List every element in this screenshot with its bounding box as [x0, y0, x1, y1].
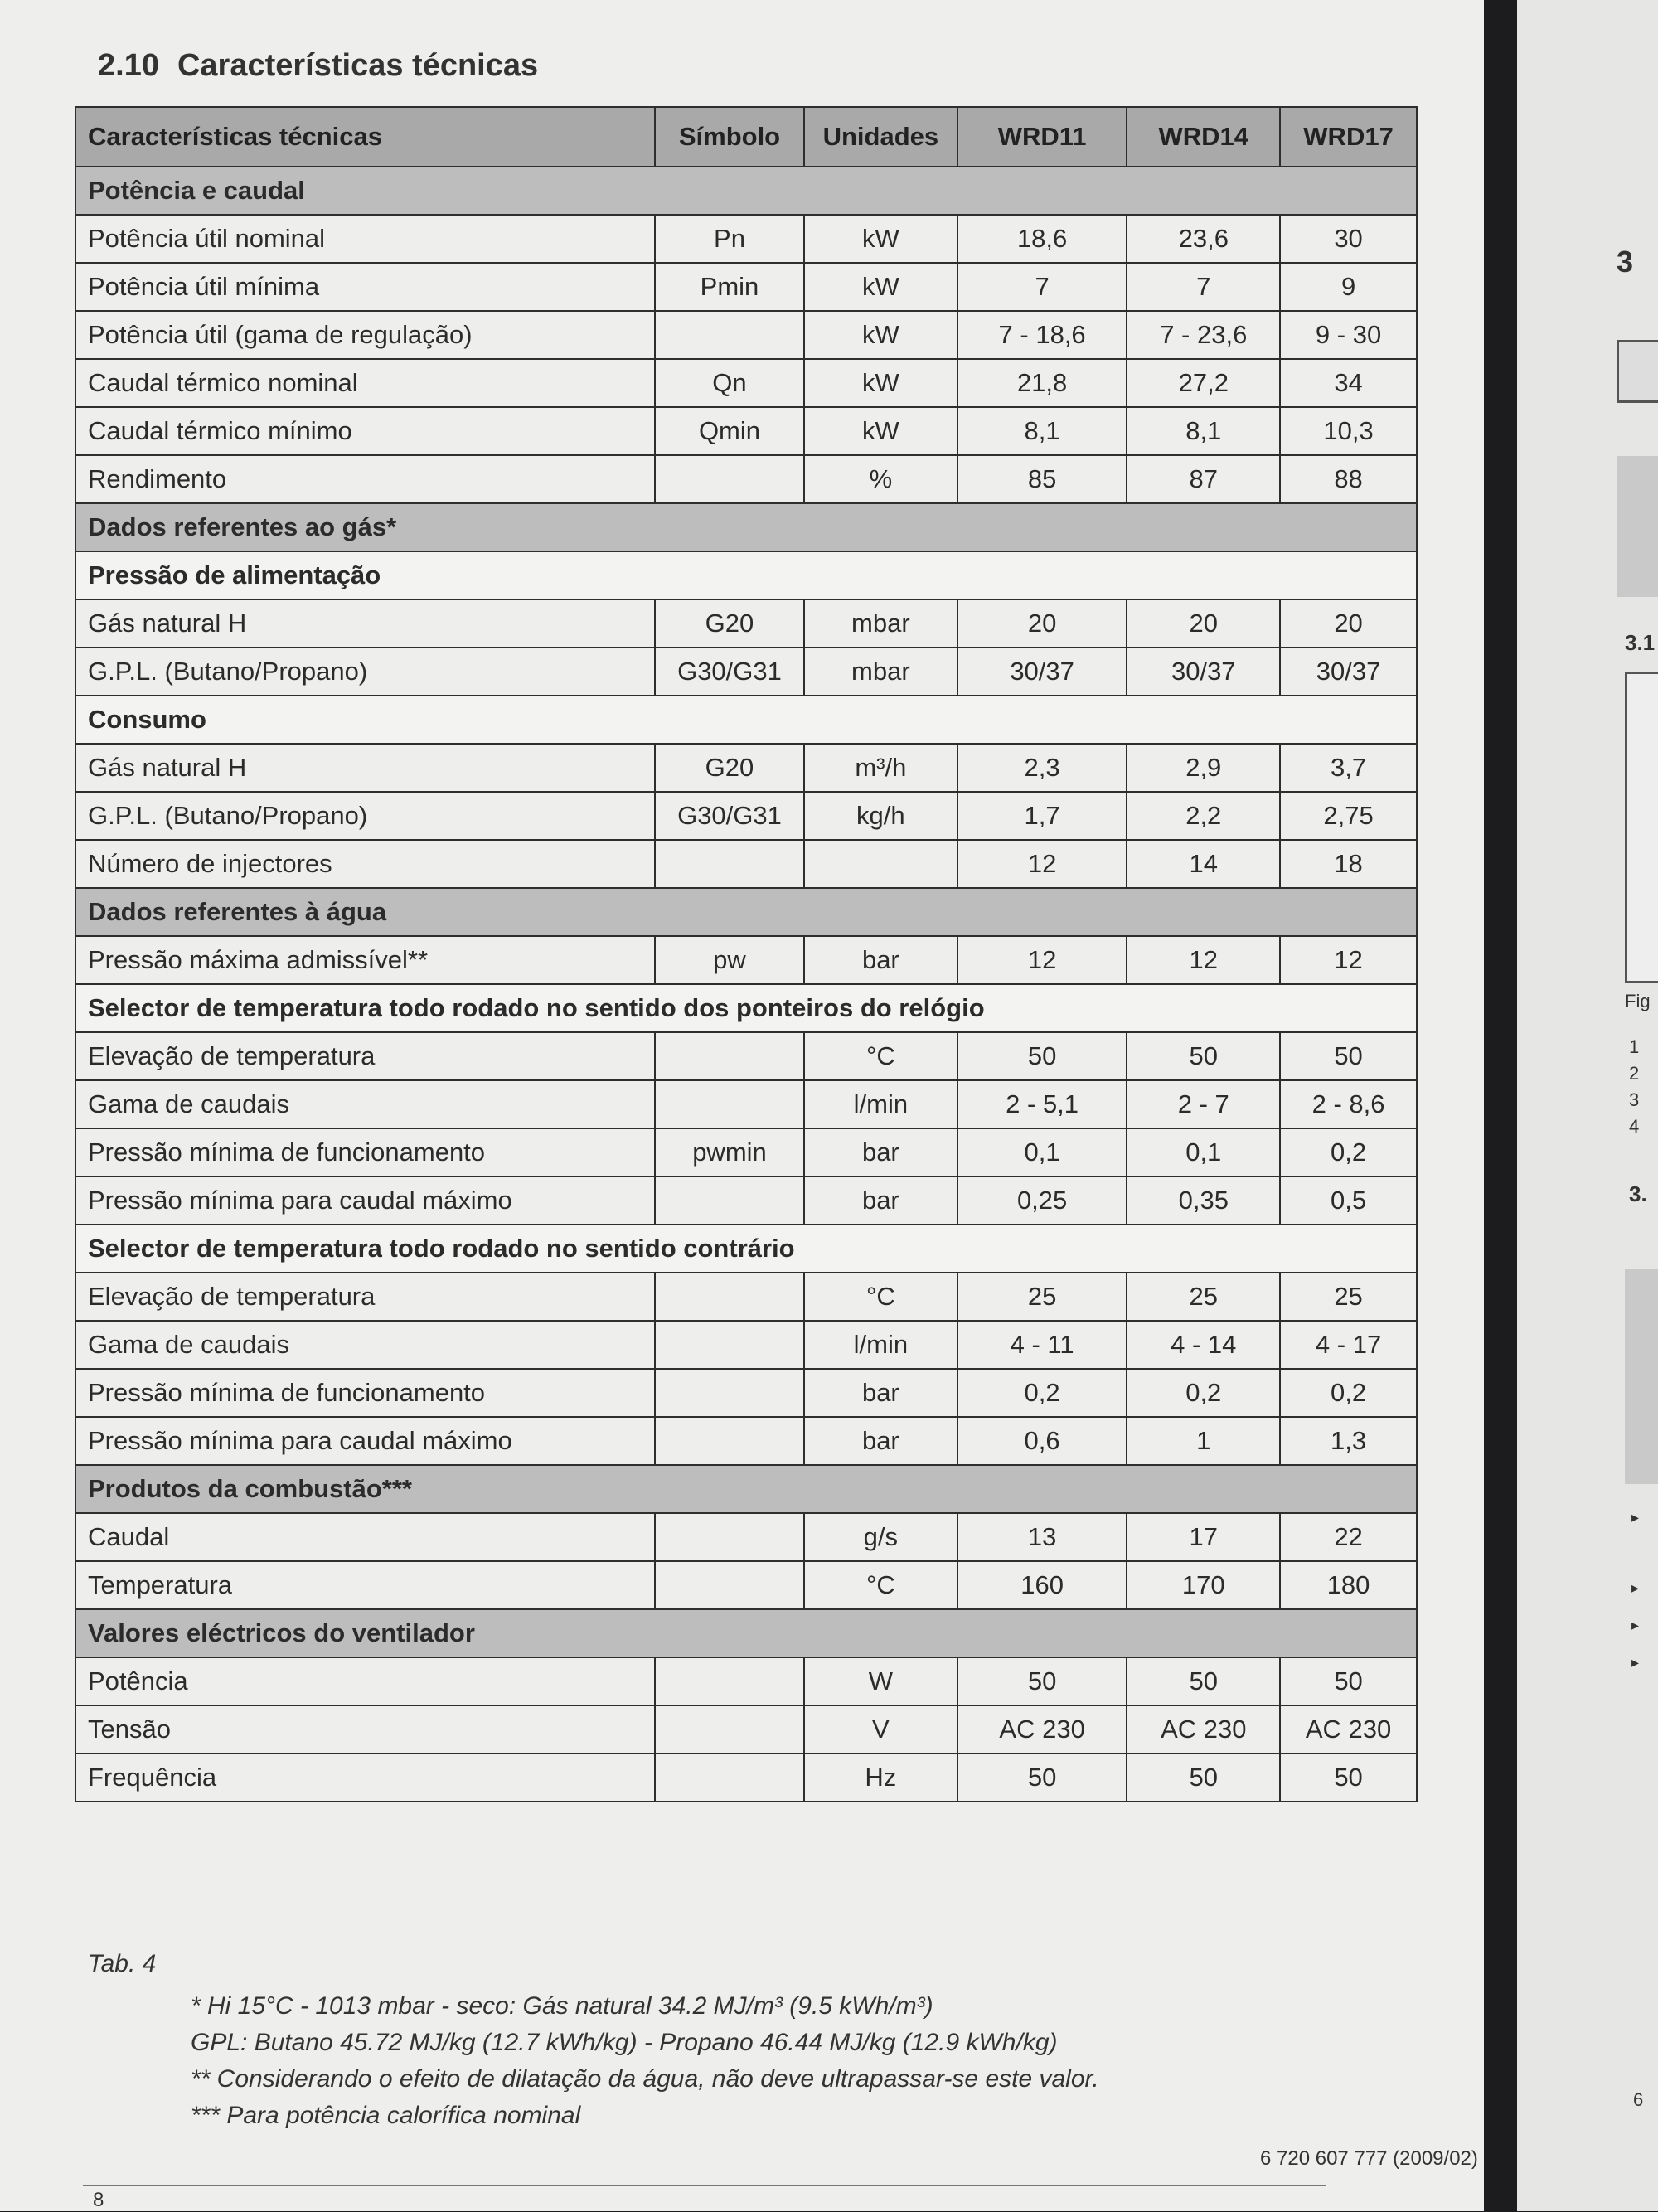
column-header: WRD11: [957, 107, 1127, 167]
table-cell: 27,2: [1127, 359, 1280, 407]
table-cell: 0,6: [957, 1417, 1127, 1465]
section-row: [75, 167, 1417, 215]
figure-item: 3: [1629, 1089, 1640, 1110]
table-cell: [655, 1513, 804, 1561]
table-cell: 22: [1280, 1513, 1417, 1561]
table-cell: Hz: [804, 1754, 957, 1802]
table-row: [75, 311, 1417, 359]
table-cell: 4 - 11: [957, 1321, 1127, 1369]
table-cell: 180: [1280, 1561, 1417, 1609]
section-row: [75, 1609, 1417, 1657]
table-cell: 12: [957, 840, 1127, 888]
info-icon: [1617, 340, 1658, 403]
table-cell: 0,5: [1280, 1176, 1417, 1225]
bullet-arrow-icon: ▸: [1631, 1617, 1640, 1633]
table-cell: l/min: [804, 1321, 957, 1369]
table-cell: 0,2: [1127, 1369, 1280, 1417]
technical-specs-table: [75, 106, 1418, 1802]
figure-item: 4: [1629, 1116, 1640, 1137]
subsection-row: [75, 984, 1417, 1032]
table-row: [75, 455, 1417, 503]
table-row: [75, 1128, 1417, 1176]
table-cell: [804, 840, 957, 888]
table-row: [75, 936, 1417, 984]
table-row: [75, 359, 1417, 407]
table-cell: 170: [1127, 1561, 1280, 1609]
column-header: WRD14: [1127, 107, 1280, 167]
table-row: [75, 1321, 1417, 1369]
table-row: [75, 1032, 1417, 1080]
table-row: [75, 407, 1417, 455]
table-cell: 20: [957, 599, 1127, 648]
table-row: [75, 215, 1417, 263]
table-cell: 50: [1280, 1754, 1417, 1802]
table-caption: Tab. 4: [88, 1950, 157, 1977]
table-cell: 85: [957, 455, 1127, 503]
table-cell: 30/37: [1280, 648, 1417, 696]
table-row: [75, 1657, 1417, 1705]
document-code: 6 720 607 777 (2009/02): [1260, 2147, 1478, 2170]
row-label: Potência: [75, 1657, 655, 1705]
row-label: Gás natural H: [75, 744, 655, 792]
table-cell: [655, 1032, 804, 1080]
row-label: Potência útil nominal: [75, 215, 655, 263]
table-row: [75, 648, 1417, 696]
row-label: Temperatura: [75, 1561, 655, 1609]
table-cell: 88: [1280, 455, 1417, 503]
table-cell: 10,3: [1280, 407, 1417, 455]
next-section-a: 3.1: [1625, 630, 1656, 655]
table-cell: 7 - 18,6: [957, 311, 1127, 359]
table-row: [75, 599, 1417, 648]
table-cell: W: [804, 1657, 957, 1705]
table-cell: °C: [804, 1032, 957, 1080]
table-cell: 7: [957, 263, 1127, 311]
table-cell: 2,9: [1127, 744, 1280, 792]
table-cell: 160: [957, 1561, 1127, 1609]
table-cell: AC 230: [1280, 1705, 1417, 1754]
table-cell: V: [804, 1705, 957, 1754]
table-cell: 50: [1127, 1657, 1280, 1705]
page-title: [98, 48, 538, 84]
row-label: Gama de caudais: [75, 1321, 655, 1369]
section-label: Valores eléctricos do ventilador: [75, 1609, 1417, 1657]
figure-label: Fig: [1625, 991, 1651, 1011]
table-row: [75, 1080, 1417, 1128]
table-cell: 0,2: [1280, 1369, 1417, 1417]
row-label: Caudal térmico mínimo: [75, 407, 655, 455]
table-cell: mbar: [804, 599, 957, 648]
table-cell: bar: [804, 1417, 957, 1465]
table-cell: 17: [1127, 1513, 1280, 1561]
row-label: Potência útil (gama de regulação): [75, 311, 655, 359]
table-cell: 0,25: [957, 1176, 1127, 1225]
table-cell: [655, 1321, 804, 1369]
table-cell: 30: [1280, 215, 1417, 263]
footnote: * Hi 15°C - 1013 mbar - seco: Gás natural 34.2 MJ/m³ (9.5 kWh/m³): [191, 1992, 933, 2020]
table-cell: 9 - 30: [1280, 311, 1417, 359]
table-cell: [655, 1705, 804, 1754]
table-cell: 0,1: [1127, 1128, 1280, 1176]
subsection-row: [75, 696, 1417, 744]
table-cell: 25: [1127, 1273, 1280, 1321]
table-cell: bar: [804, 1369, 957, 1417]
bullet-arrow-icon: ▸: [1631, 1509, 1640, 1526]
table-cell: g/s: [804, 1513, 957, 1561]
section-label: Selector de temperatura todo rodado no sentido contrário: [75, 1225, 1417, 1273]
table-cell: kW: [804, 215, 957, 263]
table-cell: 7: [1127, 263, 1280, 311]
table-cell: 50: [957, 1657, 1127, 1705]
next-page-number: 6: [1633, 2089, 1644, 2110]
table-cell: kg/h: [804, 792, 957, 840]
column-header: Características técnicas: [75, 107, 655, 167]
section-label: Selector de temperatura todo rodado no sentido dos ponteiros do relógio: [75, 984, 1417, 1032]
table-cell: 3,7: [1280, 744, 1417, 792]
section-row: [75, 1465, 1417, 1513]
table-cell: 21,8: [957, 359, 1127, 407]
section-number: 2.10: [98, 48, 159, 83]
table-cell: 18,6: [957, 215, 1127, 263]
row-label: Pressão mínima de funcionamento: [75, 1128, 655, 1176]
subsection-row: [75, 551, 1417, 599]
table-cell: 50: [957, 1032, 1127, 1080]
adjacent-page: [1517, 0, 1658, 2211]
subsection-row: [75, 1225, 1417, 1273]
table-row: [75, 1273, 1417, 1321]
column-header: WRD17: [1280, 107, 1417, 167]
row-label: Elevação de temperatura: [75, 1273, 655, 1321]
row-label: Caudal: [75, 1513, 655, 1561]
table-cell: [655, 1080, 804, 1128]
table-cell: [655, 455, 804, 503]
table-cell: kW: [804, 311, 957, 359]
table-cell: [655, 1561, 804, 1609]
table-cell: kW: [804, 359, 957, 407]
table-cell: bar: [804, 1176, 957, 1225]
table-cell: 0,1: [957, 1128, 1127, 1176]
table-row: [75, 263, 1417, 311]
table-cell: [655, 1657, 804, 1705]
table-cell: 12: [1280, 936, 1417, 984]
table-cell: 50: [1280, 1032, 1417, 1080]
table-cell: [655, 840, 804, 888]
table-cell: G20: [655, 599, 804, 648]
table-cell: °C: [804, 1273, 957, 1321]
table-header-row: [75, 107, 1417, 167]
table-cell: %: [804, 455, 957, 503]
table-cell: bar: [804, 936, 957, 984]
table-row: [75, 1705, 1417, 1754]
table-cell: 0,2: [1280, 1128, 1417, 1176]
row-label: Potência útil mínima: [75, 263, 655, 311]
table-cell: 87: [1127, 455, 1280, 503]
table-cell: [655, 1754, 804, 1802]
table-row: [75, 1754, 1417, 1802]
warning-box: [1625, 1269, 1658, 1484]
section-label: Pressão de alimentação: [75, 551, 1417, 599]
table-cell: 50: [1280, 1657, 1417, 1705]
table-cell: 2 - 5,1: [957, 1080, 1127, 1128]
row-label: Pressão máxima admissível**: [75, 936, 655, 984]
table-cell: 1,3: [1280, 1417, 1417, 1465]
table-row: [75, 744, 1417, 792]
table-row: [75, 792, 1417, 840]
table-cell: m³/h: [804, 744, 957, 792]
table-cell: bar: [804, 1128, 957, 1176]
table-cell: 2,3: [957, 744, 1127, 792]
table-cell: [655, 1176, 804, 1225]
section-label: Produtos da combustão***: [75, 1465, 1417, 1513]
row-label: Caudal térmico nominal: [75, 359, 655, 407]
table-cell: 34: [1280, 359, 1417, 407]
table-cell: G30/G31: [655, 792, 804, 840]
table-cell: 2 - 7: [1127, 1080, 1280, 1128]
column-header: Símbolo: [655, 107, 804, 167]
figure-item: 2: [1629, 1063, 1640, 1084]
table-cell: [655, 1417, 804, 1465]
table-row: [75, 1369, 1417, 1417]
footnotes: [191, 1988, 1099, 2134]
table-cell: 18: [1280, 840, 1417, 888]
table-cell: 23,6: [1127, 215, 1280, 263]
table-cell: 2 - 8,6: [1280, 1080, 1417, 1128]
section-label: Potência e caudal: [75, 167, 1417, 215]
table-row: [75, 1176, 1417, 1225]
row-label: Rendimento: [75, 455, 655, 503]
table-cell: 30/37: [957, 648, 1127, 696]
table-cell: 0,2: [957, 1369, 1127, 1417]
table-cell: Pn: [655, 215, 804, 263]
table-cell: G20: [655, 744, 804, 792]
table-cell: 1: [1127, 1417, 1280, 1465]
row-label: Pressão mínima para caudal máximo: [75, 1417, 655, 1465]
table-cell: [655, 1369, 804, 1417]
table-cell: AC 230: [1127, 1705, 1280, 1754]
page-number: 8: [93, 2189, 104, 2211]
bullet-arrow-icon: ▸: [1631, 1654, 1640, 1671]
table-cell: AC 230: [957, 1705, 1127, 1754]
table-cell: 20: [1127, 599, 1280, 648]
table-cell: [655, 1273, 804, 1321]
table-cell: l/min: [804, 1080, 957, 1128]
row-label: Elevação de temperatura: [75, 1032, 655, 1080]
table-cell: 8,1: [957, 407, 1127, 455]
next-chapter-number: 3: [1617, 245, 1634, 279]
table-cell: 4 - 14: [1127, 1321, 1280, 1369]
table-cell: 30/37: [1127, 648, 1280, 696]
footnote: *** Para potência calorífica nominal: [191, 2102, 581, 2129]
figure-item: 1: [1629, 1036, 1640, 1057]
table-row: [75, 840, 1417, 888]
table-row: [75, 1513, 1417, 1561]
table-cell: 1,7: [957, 792, 1127, 840]
table-cell: Qmin: [655, 407, 804, 455]
table-cell: 8,1: [1127, 407, 1280, 455]
column-header: Unidades: [804, 107, 957, 167]
table-cell: pwmin: [655, 1128, 804, 1176]
table-row: [75, 1417, 1417, 1465]
warning-box: [1617, 456, 1658, 597]
table-cell: 2,2: [1127, 792, 1280, 840]
row-label: Frequência: [75, 1754, 655, 1802]
table-cell: 50: [957, 1754, 1127, 1802]
table-cell: 13: [957, 1513, 1127, 1561]
row-label: Tensão: [75, 1705, 655, 1754]
row-label: G.P.L. (Butano/Propano): [75, 792, 655, 840]
table-cell: mbar: [804, 648, 957, 696]
table-cell: 20: [1280, 599, 1417, 648]
section-title: Características técnicas: [177, 48, 539, 83]
table-cell: 25: [957, 1273, 1127, 1321]
table-cell: pw: [655, 936, 804, 984]
table-cell: 4 - 17: [1280, 1321, 1417, 1369]
table-cell: kW: [804, 263, 957, 311]
section-label: Dados referentes ao gás*: [75, 503, 1417, 551]
row-label: Gama de caudais: [75, 1080, 655, 1128]
table-row: [75, 1561, 1417, 1609]
row-label: G.P.L. (Butano/Propano): [75, 648, 655, 696]
table-cell: 50: [1127, 1754, 1280, 1802]
footnote: ** Considerando o efeito de dilatação da água, não deve ultrapassar-se este valor.: [191, 2065, 1099, 2093]
table-cell: 9: [1280, 263, 1417, 311]
table-cell: 7 - 23,6: [1127, 311, 1280, 359]
table-cell: kW: [804, 407, 957, 455]
section-row: [75, 503, 1417, 551]
table-cell: 0,35: [1127, 1176, 1280, 1225]
footer-divider: [83, 2185, 1326, 2186]
table-cell: °C: [804, 1561, 957, 1609]
section-label: Dados referentes à água: [75, 888, 1417, 936]
row-label: Número de injectores: [75, 840, 655, 888]
table-cell: Pmin: [655, 263, 804, 311]
table-cell: 50: [1127, 1032, 1280, 1080]
section-row: [75, 888, 1417, 936]
table-cell: 14: [1127, 840, 1280, 888]
table-cell: 12: [1127, 936, 1280, 984]
table-cell: [655, 311, 804, 359]
table-cell: Qn: [655, 359, 804, 407]
row-label: Pressão mínima de funcionamento: [75, 1369, 655, 1417]
section-label: Consumo: [75, 696, 1417, 744]
table-cell: 12: [957, 936, 1127, 984]
table-cell: 25: [1280, 1273, 1417, 1321]
row-label: Pressão mínima para caudal máximo: [75, 1176, 655, 1225]
footnote: GPL: Butano 45.72 MJ/kg (12.7 kWh/kg) - Propano 46.44 MJ/kg (12.9 kWh/kg): [191, 2029, 1058, 2056]
next-section-b: 3.: [1629, 1181, 1647, 1206]
figure-frame: [1625, 672, 1658, 983]
row-label: Gás natural H: [75, 599, 655, 648]
table-cell: G30/G31: [655, 648, 804, 696]
table-cell: 2,75: [1280, 792, 1417, 840]
bullet-arrow-icon: ▸: [1631, 1579, 1640, 1596]
